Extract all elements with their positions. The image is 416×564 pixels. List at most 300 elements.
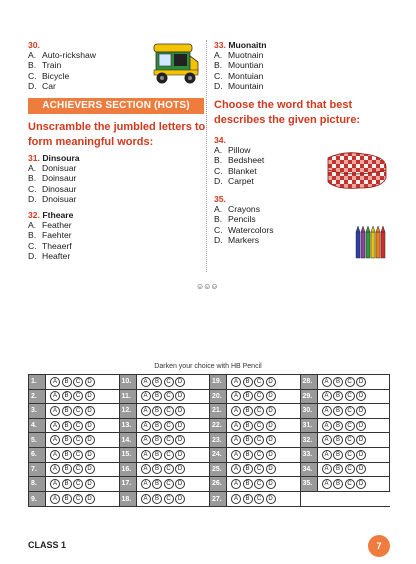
answer-bubble-d[interactable]: D (266, 435, 276, 445)
question-33 (214, 41, 404, 92)
option-letter: B. (28, 230, 37, 241)
answer-bubble-a[interactable]: A (322, 377, 332, 387)
question-number-cell: 9. (29, 492, 46, 507)
option-text: Montuian (228, 70, 264, 81)
answer-bubble-b[interactable]: B (243, 464, 253, 474)
answer-grid-cell (301, 448, 392, 462)
answer-bubble-b[interactable]: B (62, 464, 72, 474)
answer-bubble-b[interactable]: B (152, 479, 162, 489)
option-text: Markers (228, 235, 260, 246)
bubble-group (227, 375, 301, 389)
bubble-group (318, 375, 392, 389)
answer-bubble-c[interactable]: C (73, 494, 83, 504)
option-letter: A. (214, 144, 223, 155)
answer-bubble-b[interactable]: B (62, 377, 72, 387)
answer-bubble-c[interactable]: C (73, 464, 83, 474)
question-number-cell: 32. (301, 433, 318, 447)
column-divider (206, 40, 207, 272)
answer-grid-cell (120, 448, 211, 462)
bubble-group (46, 404, 120, 418)
bubble-group (318, 419, 392, 433)
question-number-cell: 35. (301, 477, 318, 491)
option-text: Dinosaur (42, 183, 77, 194)
answer-bubble-d[interactable]: D (85, 450, 95, 460)
answer-option (28, 194, 208, 205)
answer-option (214, 204, 404, 215)
question-number-cell: 8. (29, 477, 46, 491)
question-number-cell: 11. (120, 390, 137, 404)
answer-grid-cell (120, 492, 211, 507)
answer-bubble-a[interactable]: A (231, 406, 241, 416)
option-letter: D. (28, 194, 37, 205)
option-text: Train (42, 60, 62, 71)
option-text: Bedsheet (228, 155, 265, 166)
answer-bubble-a[interactable]: A (50, 479, 60, 489)
answer-bubble-b[interactable]: B (62, 450, 72, 460)
answer-bubble-b[interactable]: B (62, 421, 72, 431)
answer-bubble-b[interactable]: B (243, 421, 253, 431)
question-number-cell: 22. (210, 419, 227, 433)
answer-bubble-d[interactable]: D (356, 464, 366, 474)
answer-bubble-b[interactable]: B (243, 435, 253, 445)
answer-bubble-b[interactable]: B (333, 391, 343, 401)
answer-bubble-b[interactable]: B (62, 391, 72, 401)
answer-bubble-d[interactable]: D (175, 464, 185, 474)
bubble-group (46, 390, 120, 404)
answer-bubble-c[interactable]: C (254, 450, 264, 460)
answer-option (28, 163, 208, 174)
answer-grid-row (29, 375, 389, 390)
answer-bubble-c[interactable]: C (345, 479, 355, 489)
question-number: 32. (28, 209, 40, 220)
answer-bubble-d[interactable]: D (85, 494, 95, 504)
answer-bubble-b[interactable]: B (152, 377, 162, 387)
question-33-heading (214, 41, 404, 50)
answer-bubble-a[interactable]: A (50, 435, 60, 445)
option-letter: D. (28, 251, 37, 262)
answer-grid-cell (301, 463, 392, 477)
answer-bubble-c[interactable]: C (164, 479, 174, 489)
option-letter: C. (28, 70, 37, 81)
answer-bubble-d[interactable]: D (266, 377, 276, 387)
question-number-cell: 23. (210, 433, 227, 447)
option-text: Donisuar (42, 162, 77, 173)
answer-bubble-d[interactable]: D (266, 406, 276, 416)
option-letter: B. (214, 214, 223, 225)
answer-grid-row (29, 404, 389, 419)
answer-grid-row (29, 477, 389, 492)
answer-bubble-a[interactable]: A (141, 464, 151, 474)
answer-bubble-a[interactable]: A (231, 435, 241, 445)
answer-bubble-c[interactable]: C (164, 494, 174, 504)
answer-bubble-a[interactable]: A (231, 391, 241, 401)
question-number: 33. (214, 40, 226, 50)
answer-bubble-a[interactable]: A (141, 391, 151, 401)
option-letter: A. (214, 49, 223, 60)
answer-bubble-c[interactable]: C (164, 391, 174, 401)
option-letter: C. (214, 224, 223, 235)
bubble-group (46, 492, 120, 507)
question-number-cell: 27. (210, 492, 227, 507)
bubble-group (227, 477, 301, 491)
answer-bubble-d[interactable]: D (266, 494, 276, 504)
answer-bubble-d[interactable]: D (175, 450, 185, 460)
answer-bubble-a[interactable]: A (322, 406, 332, 416)
bubble-group (227, 419, 301, 433)
option-text: Feather (42, 219, 72, 230)
answer-bubble-a[interactable]: A (50, 494, 60, 504)
answer-grid-row (29, 448, 389, 463)
question-31 (28, 154, 208, 205)
answer-bubble-d[interactable]: D (356, 391, 366, 401)
answer-bubble-d[interactable]: D (175, 494, 185, 504)
option-text: Crayons (228, 203, 260, 214)
answer-bubble-b[interactable]: B (62, 494, 72, 504)
option-letter: B. (214, 60, 223, 71)
answer-bubble-a[interactable]: A (141, 421, 151, 431)
question-word: Dinsoura (42, 152, 80, 163)
answer-bubble-b[interactable]: B (333, 406, 343, 416)
option-letter: A. (28, 162, 37, 173)
answer-bubble-d[interactable]: D (175, 406, 185, 416)
answer-bubble-d[interactable]: D (356, 421, 366, 431)
answer-grid-cell (29, 390, 120, 404)
answer-bubble-c[interactable]: C (73, 391, 83, 401)
answer-option (214, 71, 404, 82)
question-number-cell: 34. (301, 463, 318, 477)
option-text: Blanket (228, 165, 257, 176)
answer-grid-cell (301, 404, 392, 418)
answer-bubble-b[interactable]: B (243, 494, 253, 504)
bubble-group (137, 433, 211, 447)
answer-bubble-a[interactable]: A (50, 406, 60, 416)
question-number: 35. (214, 193, 226, 204)
answer-bubble-b[interactable]: B (152, 391, 162, 401)
bubble-group (46, 433, 120, 447)
answer-grid-cell (301, 419, 392, 433)
answer-bubble-d[interactable]: D (266, 479, 276, 489)
answer-bubble-c[interactable]: C (254, 391, 264, 401)
answer-bubble-a[interactable]: A (141, 435, 151, 445)
bubble-group (318, 433, 392, 447)
option-text: Faehter (42, 230, 72, 241)
question-32 (28, 211, 208, 262)
answer-bubble-d[interactable]: D (85, 421, 95, 431)
answer-bubble-d[interactable]: D (85, 435, 95, 445)
page-number-badge: 7 (368, 535, 390, 557)
answer-bubble-d[interactable]: D (356, 377, 366, 387)
answer-bubble-b[interactable]: B (333, 377, 343, 387)
bubble-group (227, 448, 301, 462)
answer-bubble-b[interactable]: B (333, 450, 343, 460)
answer-bubble-c[interactable]: C (73, 479, 83, 489)
answer-bubble-a[interactable]: A (141, 450, 151, 460)
option-text: Dnoisuar (42, 194, 77, 205)
answer-bubble-d[interactable]: D (175, 479, 185, 489)
option-letter: B. (28, 60, 37, 71)
option-letter: C. (28, 240, 37, 251)
answer-bubble-b[interactable]: B (333, 421, 343, 431)
question-number-cell: 7. (29, 463, 46, 477)
question-number-cell: 26. (210, 477, 227, 491)
question-number-cell: 20. (210, 390, 227, 404)
option-letter: D. (214, 81, 223, 92)
answer-bubble-b[interactable]: B (62, 435, 72, 445)
answer-option (28, 173, 208, 184)
answer-bubble-c[interactable]: C (164, 421, 174, 431)
answer-bubble-b[interactable]: B (333, 435, 343, 445)
answer-bubble-b[interactable]: B (62, 479, 72, 489)
answer-bubble-d[interactable]: D (175, 377, 185, 387)
blanket-illustration (324, 148, 390, 192)
option-text: Doinsaur (42, 173, 77, 184)
bubble-group (46, 375, 120, 389)
answer-bubble-d[interactable]: D (85, 377, 95, 387)
answer-bubble-b[interactable]: B (243, 377, 253, 387)
question-word: Ftheare (42, 209, 74, 220)
answer-bubble-d[interactable]: D (356, 435, 366, 445)
answer-bubble-d[interactable]: D (266, 450, 276, 460)
answer-bubble-c[interactable]: C (254, 377, 264, 387)
question-number-cell: 13. (120, 419, 137, 433)
option-text: Auto-rickshaw (42, 49, 96, 60)
answer-bubble-c[interactable]: C (345, 464, 355, 474)
answer-bubble-d[interactable]: D (356, 406, 366, 416)
answer-grid-cell (210, 404, 301, 418)
answer-grid-cell (29, 404, 120, 418)
crayons-illustration (354, 224, 390, 262)
answer-bubble-d[interactable]: D (266, 464, 276, 474)
bubble-group (227, 404, 301, 418)
bubble-group (137, 448, 211, 462)
answer-bubble-a[interactable]: A (231, 421, 241, 431)
answer-bubble-d[interactable]: D (266, 421, 276, 431)
answer-grid-cell (29, 463, 120, 477)
answer-bubble-a[interactable]: A (50, 450, 60, 460)
answer-bubble-a[interactable]: A (322, 391, 332, 401)
answer-bubble-d[interactable]: D (266, 391, 276, 401)
answer-bubble-a[interactable]: A (141, 377, 151, 387)
answer-option (28, 220, 208, 231)
answer-grid-row (29, 492, 389, 507)
answer-option (28, 230, 208, 241)
answer-grid-cell (301, 477, 392, 491)
answer-grid-cell (29, 375, 120, 389)
answer-bubble-a[interactable]: A (50, 391, 60, 401)
question-number-cell: 24. (210, 448, 227, 462)
answer-grid-cell (29, 448, 120, 462)
answer-bubble-a[interactable]: A (231, 494, 241, 504)
option-letter: B. (214, 155, 223, 166)
answer-grid-cell (210, 433, 301, 447)
answer-bubble-d[interactable]: D (356, 479, 366, 489)
answer-option (28, 184, 208, 195)
option-text: Car (42, 81, 56, 92)
answer-bubble-a[interactable]: A (322, 479, 332, 489)
answer-bubble-d[interactable]: D (85, 479, 95, 489)
option-text: Mountian (228, 60, 264, 71)
question-number: 34. (214, 134, 226, 145)
option-text: Mountain (228, 81, 264, 92)
answer-bubble-c[interactable]: C (254, 494, 264, 504)
answer-grid-cell (210, 390, 301, 404)
question-number-cell: 31. (301, 419, 318, 433)
option-letter: C. (214, 70, 223, 81)
answer-bubble-b[interactable]: B (152, 464, 162, 474)
answer-grid-cell (120, 390, 211, 404)
answer-bubble-a[interactable]: A (141, 494, 151, 504)
answer-bubble-c[interactable]: C (164, 435, 174, 445)
answer-bubble-d[interactable]: D (85, 464, 95, 474)
answer-bubble-c[interactable]: C (73, 435, 83, 445)
bubble-group (318, 390, 392, 404)
answer-grid-row (29, 433, 389, 448)
question-number-cell: 16. (120, 463, 137, 477)
answer-bubble-b[interactable]: B (243, 391, 253, 401)
bubble-group (137, 463, 211, 477)
answer-bubble-a[interactable]: A (231, 464, 241, 474)
answer-grid-cell (301, 390, 392, 404)
question-number-cell: 2. (29, 390, 46, 404)
question-number-cell: 6. (29, 448, 46, 462)
answer-bubble-d[interactable]: D (356, 450, 366, 460)
answer-bubble-b[interactable]: B (152, 494, 162, 504)
answer-grid-cell (210, 419, 301, 433)
class-label: CLASS 1 (28, 540, 67, 550)
question-number-cell: 4. (29, 419, 46, 433)
answer-bubble-b[interactable]: B (152, 421, 162, 431)
answer-bubble-c[interactable]: C (254, 421, 264, 431)
answer-grid-row (29, 419, 389, 434)
answer-grid (28, 374, 390, 507)
answer-bubble-c[interactable]: C (254, 479, 264, 489)
answer-bubble-b[interactable]: B (152, 450, 162, 460)
question-number-cell: 1. (29, 375, 46, 389)
answer-bubble-b[interactable]: B (333, 479, 343, 489)
answer-bubble-a[interactable]: A (141, 406, 151, 416)
option-text: Heafter (42, 251, 71, 262)
answer-grid-cell (120, 375, 211, 389)
answer-bubble-c[interactable]: C (345, 435, 355, 445)
question-number-cell: 33. (301, 448, 318, 462)
question-number: 30. (28, 40, 40, 50)
question-number-cell: 12. (120, 404, 137, 418)
answer-bubble-b[interactable]: B (333, 464, 343, 474)
bubble-group (46, 419, 120, 433)
answer-bubble-c[interactable]: C (345, 450, 355, 460)
answer-bubble-d[interactable]: D (85, 391, 95, 401)
answer-option (214, 81, 404, 92)
option-letter: C. (214, 165, 223, 176)
answer-bubble-c[interactable]: C (73, 450, 83, 460)
answer-grid-cell (210, 477, 301, 491)
bubble-group (46, 477, 120, 491)
answer-bubble-d[interactable]: D (175, 421, 185, 431)
option-letter: B. (28, 173, 37, 184)
right-column (214, 41, 404, 252)
answer-bubble-c[interactable]: C (345, 391, 355, 401)
bubble-group (318, 463, 392, 477)
answer-bubble-a[interactable]: A (50, 464, 60, 474)
bubble-group (137, 375, 211, 389)
answer-bubble-b[interactable]: B (152, 406, 162, 416)
answer-grid-row (29, 463, 389, 478)
answer-bubble-a[interactable]: A (322, 435, 332, 445)
answer-bubble-b[interactable]: B (62, 406, 72, 416)
answer-bubble-c[interactable]: C (254, 406, 264, 416)
answer-grid-cell (120, 419, 211, 433)
answer-bubble-c[interactable]: C (345, 377, 355, 387)
answer-grid-cell (301, 375, 392, 389)
answer-bubble-c[interactable]: C (164, 464, 174, 474)
bubble-group (318, 448, 392, 462)
question-31-heading (28, 154, 208, 163)
answer-bubble-c[interactable]: C (254, 435, 264, 445)
answer-option (214, 50, 404, 61)
answer-option (28, 241, 208, 252)
option-letter: A. (28, 49, 37, 60)
answer-bubble-c[interactable]: C (254, 464, 264, 474)
answer-bubble-d[interactable]: D (85, 406, 95, 416)
answer-bubble-b[interactable]: B (243, 450, 253, 460)
answer-grid-cell (210, 375, 301, 389)
answer-bubble-a[interactable]: A (141, 479, 151, 489)
option-letter: D. (214, 176, 223, 187)
answer-bubble-c[interactable]: C (164, 377, 174, 387)
answer-bubble-a[interactable]: A (322, 450, 332, 460)
answer-grid-cell (120, 463, 211, 477)
answer-grid-cell (210, 492, 301, 507)
answer-bubble-b[interactable]: B (243, 406, 253, 416)
answer-bubble-c[interactable]: C (345, 406, 355, 416)
answer-option (214, 60, 404, 71)
answer-bubble-d[interactable]: D (175, 435, 185, 445)
question-number-cell: 5. (29, 433, 46, 447)
answer-bubble-b[interactable]: B (152, 435, 162, 445)
answer-bubble-c[interactable]: C (164, 450, 174, 460)
answer-bubble-c[interactable]: C (164, 406, 174, 416)
answer-bubble-a[interactable]: A (231, 479, 241, 489)
question-35-heading (214, 195, 404, 204)
answer-bubble-a[interactable]: A (231, 377, 241, 387)
bubble-group (137, 404, 211, 418)
question-number-cell: 18. (120, 492, 137, 507)
answer-bubble-b[interactable]: B (243, 479, 253, 489)
answer-bubble-c[interactable]: C (345, 421, 355, 431)
option-letter: A. (28, 219, 37, 230)
answer-grid-cell (120, 404, 211, 418)
question-number-cell: 15. (120, 448, 137, 462)
answer-bubble-a[interactable]: A (50, 421, 60, 431)
option-text: Watercolors (228, 224, 274, 235)
answer-bubble-a[interactable]: A (322, 421, 332, 431)
answer-bubble-c[interactable]: C (73, 377, 83, 387)
answer-bubble-c[interactable]: C (73, 421, 83, 431)
bubble-group (46, 448, 120, 462)
bubble-group (227, 463, 301, 477)
answer-bubble-c[interactable]: C (73, 406, 83, 416)
answer-bubble-a[interactable]: A (231, 450, 241, 460)
answer-bubble-d[interactable]: D (175, 391, 185, 401)
question-number: 31. (28, 152, 40, 163)
answer-bubble-a[interactable]: A (322, 464, 332, 474)
answer-bubble-a[interactable]: A (50, 377, 60, 387)
bubble-group (137, 477, 211, 491)
question-34-heading (214, 136, 404, 145)
answer-grid-cell (210, 448, 301, 462)
answer-grid-row (29, 390, 389, 405)
answer-grid-cell (29, 477, 120, 491)
